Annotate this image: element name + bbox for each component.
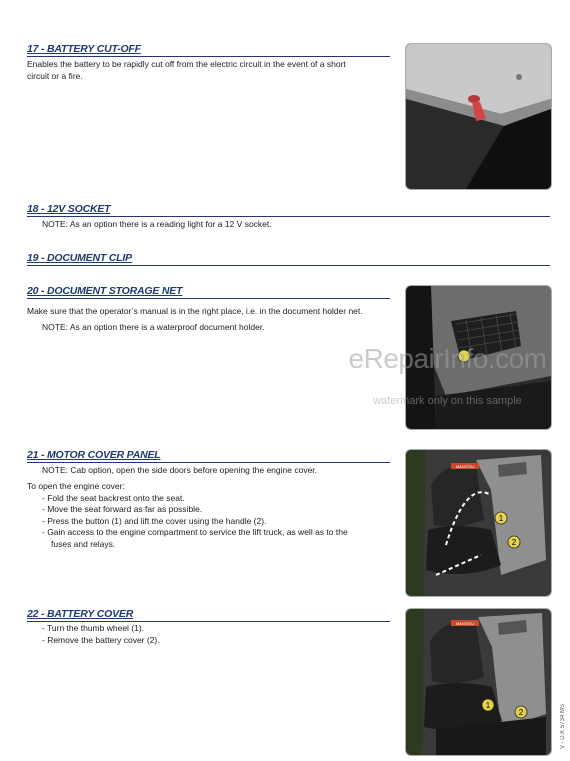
battery-cutoff-illustration [406, 44, 551, 189]
section-note-motor-cover-panel: NOTE: Cab option, open the side doors before opening the engine cover. [42, 465, 318, 475]
section-heading-document-clip: 19 - DOCUMENT CLIP [27, 252, 550, 266]
steps-intro: To open the engine cover: [27, 481, 125, 491]
section-heading-12v-socket: 18 - 12V SOCKET [27, 203, 550, 217]
section-heading-battery-cutoff: 17 - BATTERY CUT-OFF [27, 43, 390, 57]
document-reference-code: V - D.K 5734 MS [560, 703, 566, 749]
motor-cover-photo [405, 449, 552, 597]
section-heading-motor-cover-panel: 21 - MOTOR COVER PANEL [27, 449, 390, 463]
watermark-main: eRepairInfo.com [348, 343, 547, 374]
watermark-sub: watermark only on this sample [373, 395, 522, 407]
section-heading-document-storage-net: 20 - DOCUMENT STORAGE NET [27, 285, 390, 299]
list-item: - Move the seat forward as far as possible. [42, 504, 203, 514]
list-item: - Remove the battery cover (2). [42, 634, 160, 645]
body-line: circuit or a fire. [27, 70, 83, 81]
callout-2-label: 2 [511, 538, 517, 547]
section-note-12v-socket: NOTE: As an option there is a reading light for a 12 V socket. [42, 219, 272, 229]
list-item: - Turn the thumb wheel (1). [42, 623, 145, 633]
seat-brand-label: MANITOU [455, 621, 475, 626]
callout-2-label: 2 [518, 708, 524, 717]
callout-1-label: 1 [498, 514, 504, 523]
section-note-document-storage-net: NOTE: As an option there is a waterproof document holder. [42, 322, 265, 332]
list-item: fuses and relays. [51, 538, 116, 549]
motor-cover-steps [27, 481, 348, 550]
section-body-document-storage-net: Make sure that the operator’s manual is in the right place, i.e. in the document holder net. [27, 306, 363, 316]
battery-cutoff-photo [405, 43, 552, 190]
motor-cover-illustration [406, 450, 551, 596]
body-line: Enables the battery to be rapidly cut off from the electric circuit in the event of a short [27, 59, 346, 69]
list-item: - Press the button (1) and lift the cover using the handle (2). [42, 515, 267, 526]
callout-1-label: 1 [485, 701, 491, 710]
battery-cover-steps [27, 623, 160, 646]
list-item: - Gain access to the engine compartment to service the lift truck, as well as to the [42, 527, 348, 537]
battery-cover-photo [405, 608, 552, 756]
battery-cover-illustration [406, 609, 551, 755]
list-item: - Fold the seat backrest onto the seat. [42, 492, 185, 503]
section-body-battery-cutoff [27, 59, 346, 82]
seat-brand-label: MANITOU [455, 464, 475, 469]
section-heading-battery-cover: 22 - BATTERY COVER [27, 608, 390, 622]
